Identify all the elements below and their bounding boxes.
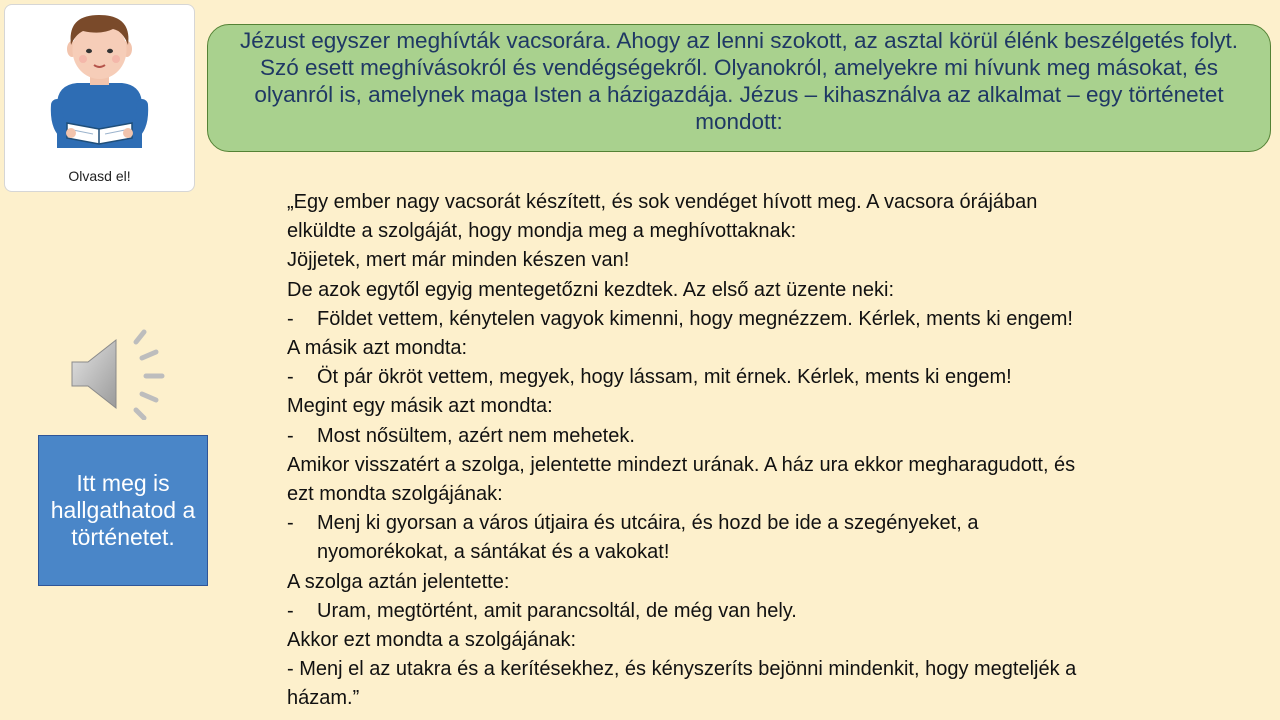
bullet-dash: - [287, 366, 294, 389]
audio-button[interactable] [64, 328, 174, 425]
story-line-text: Öt pár ökröt vettem, megyek, hogy lássam, mit érnek. Kérlek, ments ki engem! [317, 366, 1012, 389]
listen-hint-box: Itt meg is hallgathatod a történetet. [38, 435, 208, 586]
story-bullet-line [287, 305, 1247, 334]
intro-box: Jézust egyszer meghívták vacsorára. Ahogy az lenni szokott, az asztal körül élénk beszélgetés folyt. Szó esett meghívásokról és vendégségekről. Olyanokról, amelyekre mi hívunk meg másokat, és olyanról is, amelynek maga Isten a házigazdája. Jézus – kihasználva az alkalmat – egy történetet mondott: [207, 24, 1271, 152]
story-bullet-line [287, 363, 1247, 392]
bullet-dash: - [287, 599, 294, 622]
story-line: Akkor ezt mondta a szolgájának: [287, 629, 577, 652]
story-line-text: Most nősültem, azért nem mehetek. [317, 424, 635, 447]
bullet-dash: - [287, 424, 294, 447]
story-line: nyomorékokat, a sántákat és a vakokat! [317, 541, 670, 564]
speaker-icon[interactable] [64, 328, 174, 420]
story-line: A másik azt mondta: [287, 337, 468, 360]
story-line: A szolga aztán jelentette: [287, 570, 510, 593]
story-bullet-line [287, 422, 1247, 451]
reader-card [4, 4, 195, 192]
story-line: Jöjjetek, mert már minden készen van! [287, 249, 630, 272]
story-text [287, 188, 1247, 714]
bullet-dash: - [287, 307, 294, 330]
child-reading-book-icon [5, 5, 194, 165]
story-line: házam.” [287, 687, 360, 710]
story-line: - Menj el az utakra és a kerítésekhez, és kényszeríts bejönni mindenkit, hogy megteljék a [287, 658, 1077, 681]
story-line: Megint egy másik azt mondta: [287, 395, 553, 418]
reader-caption: Olvasd el! [68, 168, 131, 184]
story-line: ezt mondta szolgájának: [287, 483, 503, 506]
story-line-text: Földet vettem, kénytelen vagyok kimenni, hogy megnézzem. Kérlek, ments ki engem! [317, 307, 1073, 330]
story-line-text: Uram, megtörtént, amit parancsoltál, de még van hely. [317, 599, 797, 622]
story-line: „Egy ember nagy vacsorát készített, és sok vendéget hívott meg. A vacsora órájában [287, 191, 1038, 213]
story-line: elküldte a szolgáját, hogy mondja meg a meghívottaknak: [287, 220, 797, 243]
story-line: Amikor visszatért a szolga, jelentette mindezt urának. A ház ura ekkor megharagudott, és [287, 453, 1076, 476]
story-line-text: Menj ki gyorsan a város útjaira és utcáira, és hozd be ide a szegényeket, a [317, 512, 979, 535]
story-bullet-line [287, 597, 1247, 626]
story-line: De azok egytől egyig mentegetőzni kezdtek. Az első azt üzente neki: [287, 278, 895, 301]
bullet-dash: - [287, 512, 294, 535]
story-bullet-line [287, 509, 1247, 538]
